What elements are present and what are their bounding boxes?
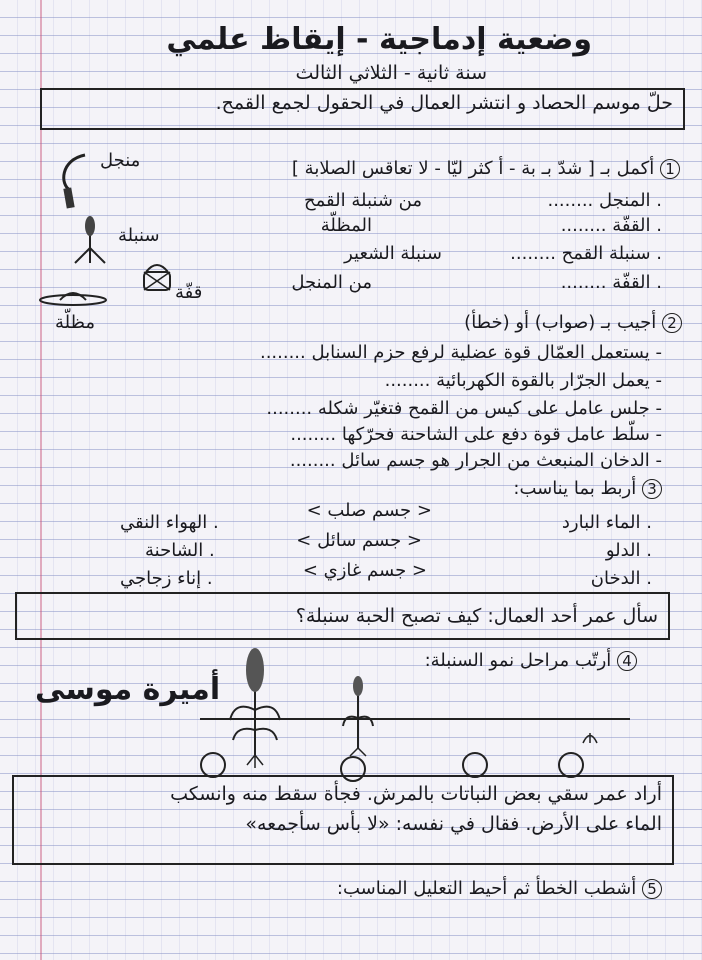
section3-heading bbox=[513, 478, 662, 499]
story-line2: الماء على الأرض. فقال في نفسه: «لا بأس سأجمعه» bbox=[245, 813, 662, 835]
section4-instruction: أرتّب مراحل نمو السنبلة: bbox=[424, 650, 612, 671]
s1-line4-right: . القفّة ........ bbox=[560, 272, 662, 293]
s2-item2: - يعمل الجرّار بالقوة الكهربائية ........ bbox=[384, 370, 662, 391]
s3-mid1: < جسم صلب > bbox=[306, 500, 432, 521]
wheat-stage-young-icon bbox=[340, 668, 375, 758]
basket-icon bbox=[140, 260, 175, 295]
section5-heading bbox=[337, 878, 662, 899]
section5-number: 5 bbox=[642, 879, 662, 899]
question-text: سأل عمر أحد العمال: كيف تصبح الحبة سنبلة؟ bbox=[295, 605, 658, 627]
sprout-stage-icon bbox=[575, 728, 605, 753]
s1-line1-left: من شنبلة القمح bbox=[304, 190, 422, 211]
hat-label: مظلّة bbox=[55, 312, 96, 333]
section1-instruction: أكمل بـ [ شدّ بـ بة - أ كثر ليّا - لا تعاقس الصلابة ] bbox=[291, 158, 655, 179]
s2-item1: - يستعمل العمّال قوة عضلية لرفع حزم السنابل ........ bbox=[259, 342, 662, 363]
s1-line2-right: . القفّة ........ bbox=[560, 215, 662, 236]
section4-heading bbox=[425, 650, 637, 671]
sickle-label: منجل bbox=[100, 150, 141, 171]
page-title: وضعية إدماجية - إيقاظ علمي bbox=[166, 22, 592, 57]
page-subtitle: سنة ثانية - الثلاثي الثالث bbox=[295, 62, 487, 84]
author-signature: أميرة موسى bbox=[35, 672, 221, 707]
s2-item5: - الدخان المنبعث من الجرار هو جسم سائل ........ bbox=[289, 450, 662, 471]
wheat-icon bbox=[70, 208, 110, 268]
s1-line1-right: . المنجل ........ bbox=[547, 190, 662, 211]
sickle-icon bbox=[55, 150, 95, 210]
section4-number: 4 bbox=[617, 651, 637, 671]
s3-mid3: < جسم غازي > bbox=[302, 560, 427, 581]
intro-box bbox=[40, 88, 685, 130]
section3-number: 3 bbox=[642, 479, 662, 499]
s2-item4: - سلّط عامل قوة دفع على الشاحنة فحرّكها ........ bbox=[290, 424, 662, 445]
section2-heading bbox=[464, 312, 682, 333]
s1-line4-left: من المنجل bbox=[291, 272, 372, 293]
story-box bbox=[12, 775, 674, 865]
section3-instruction: أربط بما يناسب: bbox=[513, 478, 637, 499]
s1-line3-left: سنبلة الشعير bbox=[344, 243, 442, 264]
s3-right1: . الماء البارد bbox=[561, 512, 652, 533]
s1-line3-right: . سنبلة القمح ........ bbox=[510, 243, 662, 264]
section5-instruction: أشطب الخطأ ثم أحيط التعليل المناسب: bbox=[336, 878, 637, 899]
s2-item3: - جلس عامل على كيس من القمح فتغيّر شكله ........ bbox=[266, 398, 662, 419]
s3-mid2: < جسم سائل > bbox=[296, 530, 422, 551]
s3-left3: . إناء زجاجي bbox=[120, 568, 213, 589]
section2-instruction: أجيب بـ (صواب) أو (خطأ) bbox=[464, 312, 657, 333]
s3-left2: . الشاحنة bbox=[145, 540, 215, 561]
wheat-label: سنبلة bbox=[118, 225, 160, 246]
s3-right2: . الدلو bbox=[605, 540, 652, 561]
section2-number: 2 bbox=[662, 313, 682, 333]
s1-line2-left: المظلّة bbox=[320, 215, 372, 236]
hat-icon bbox=[38, 288, 108, 308]
story-line1: أراد عمر سقي بعض النباتات بالمرش. فجأة سقط منه وانسكب bbox=[170, 783, 662, 805]
s3-left1: . الهواء النقي bbox=[120, 512, 219, 533]
section1-heading bbox=[292, 158, 680, 179]
basket-label: قفّة bbox=[175, 282, 203, 303]
question-box bbox=[15, 592, 670, 640]
section1-number: 1 bbox=[660, 159, 680, 179]
s3-right3: . الدخان bbox=[590, 568, 652, 589]
wheat-stage-mature-icon bbox=[225, 640, 285, 760]
intro-text: حلّ موسم الحصاد و انتشر العمال في الحقول لجمع القمح. bbox=[215, 92, 673, 114]
